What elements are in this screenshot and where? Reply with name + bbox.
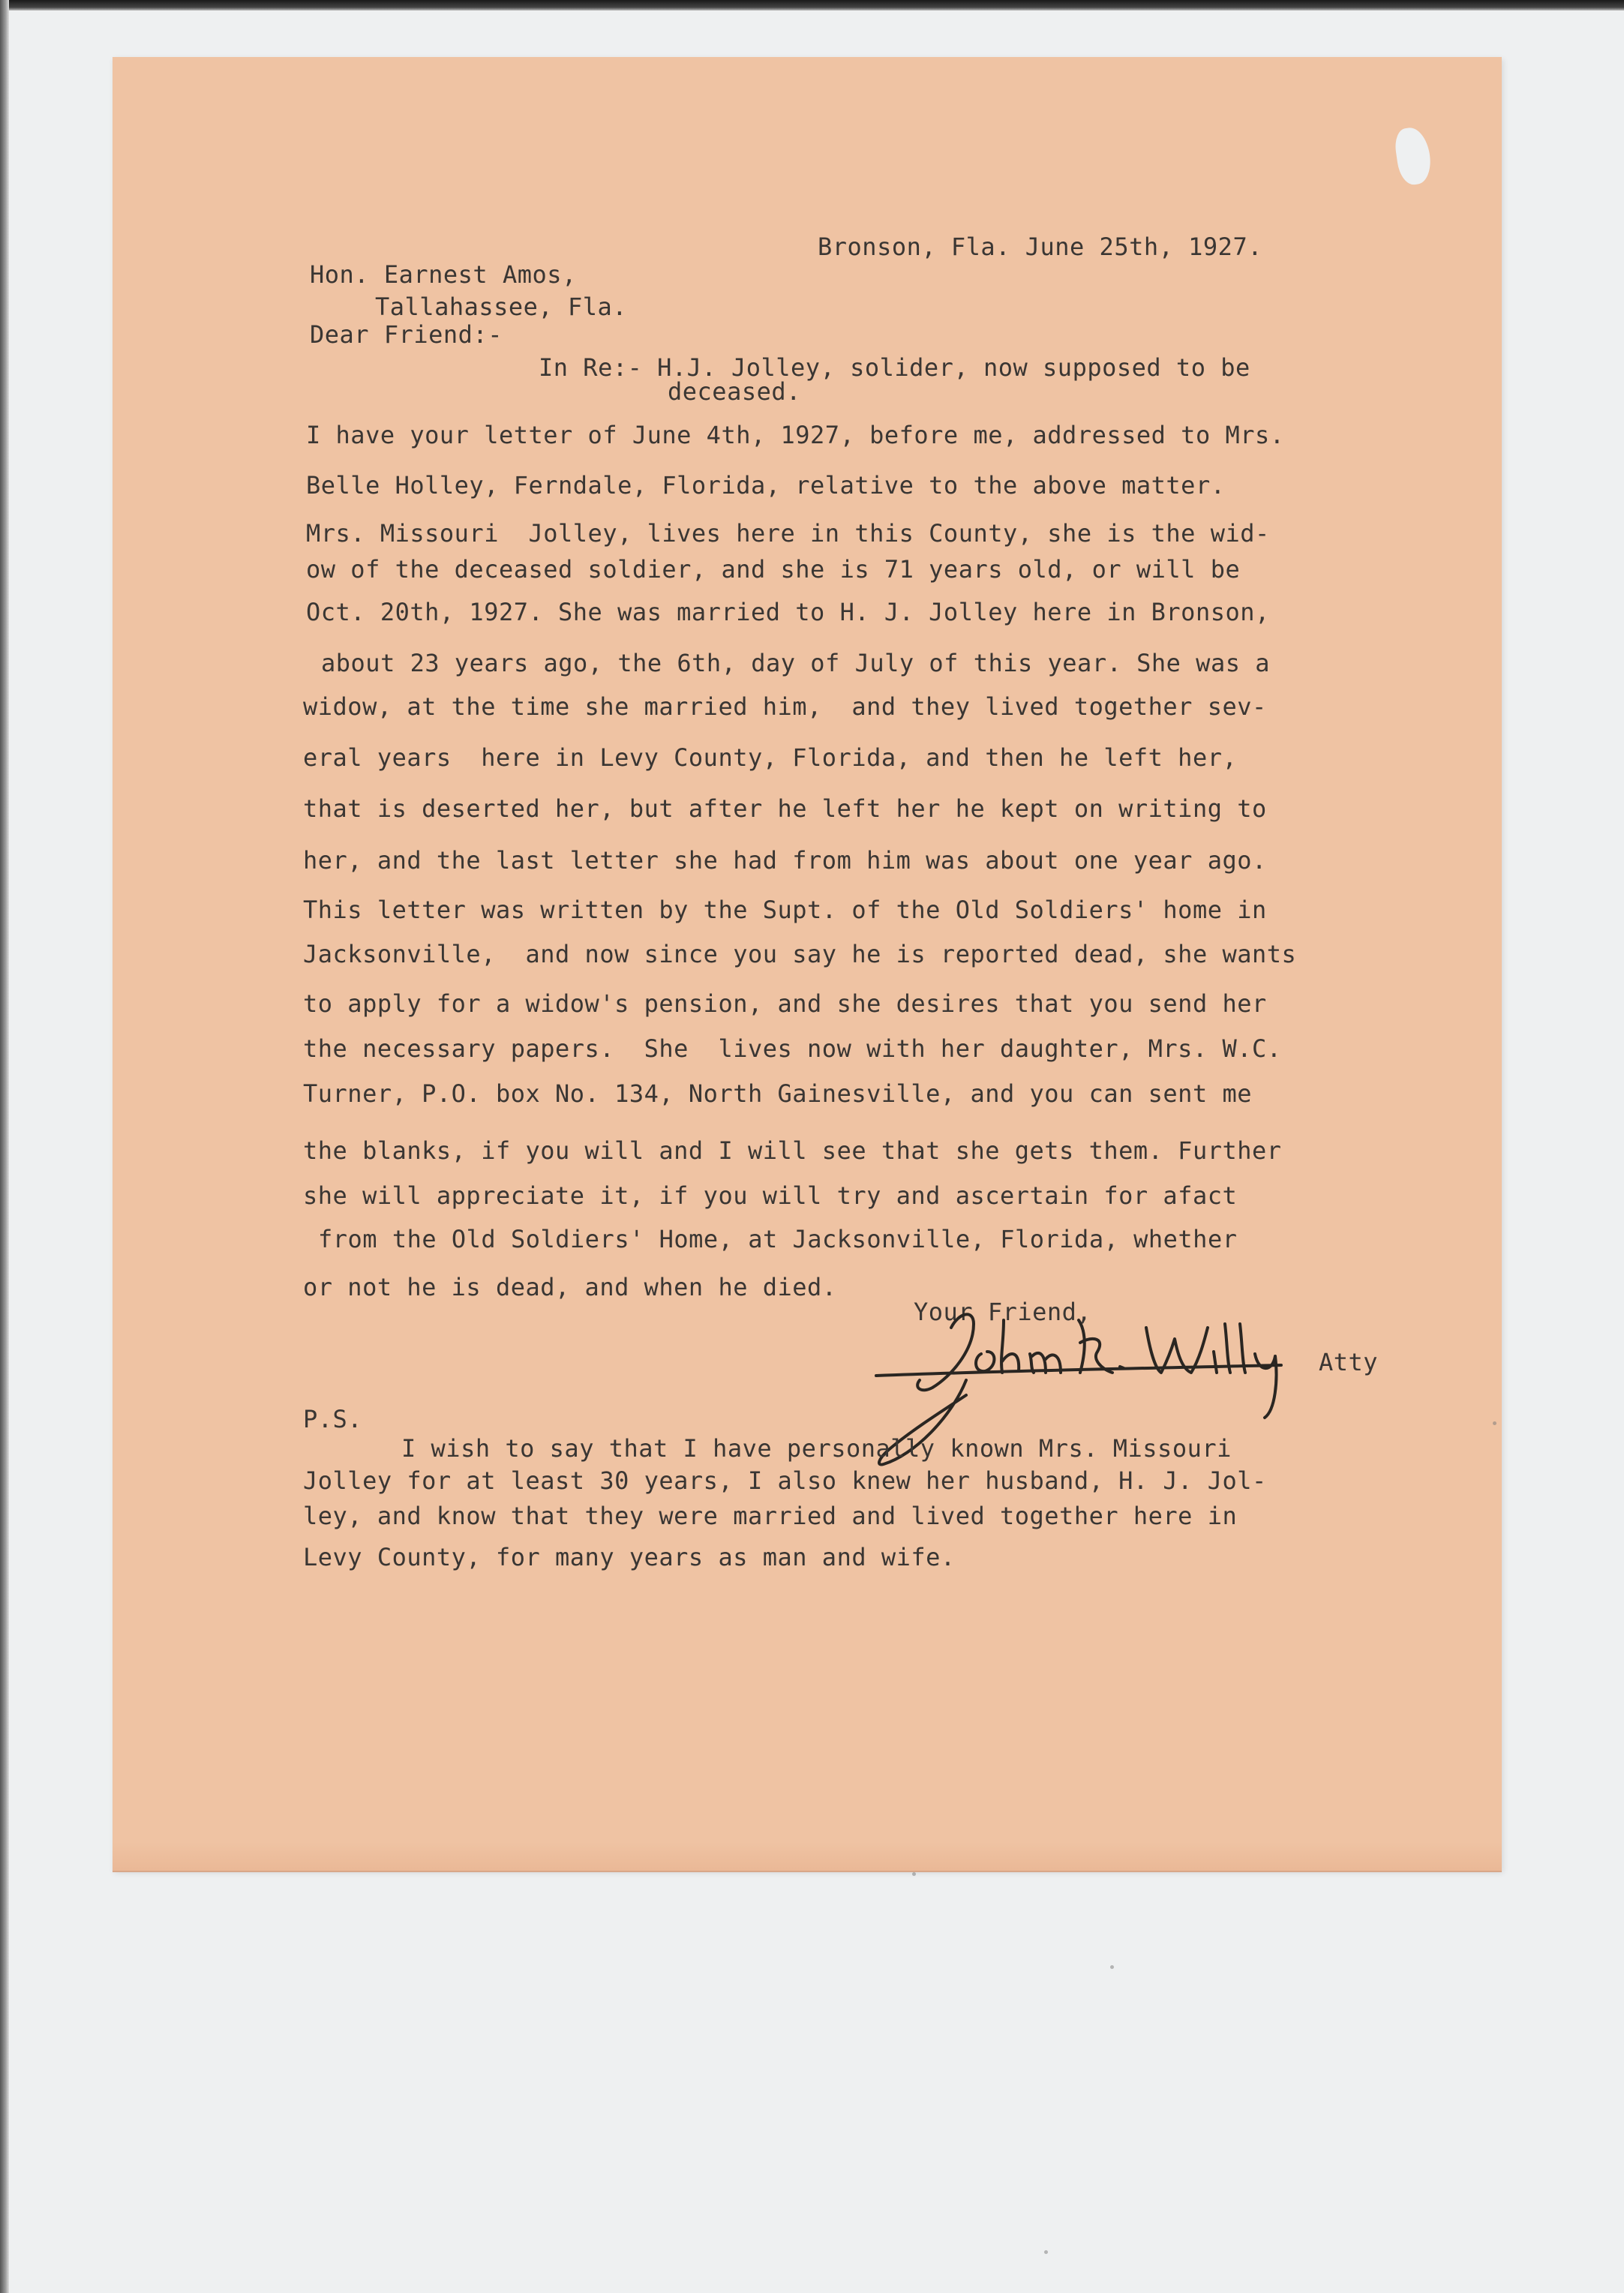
dateline: Bronson, Fla. June 25th, 1927. — [818, 233, 1262, 261]
scan-speck — [1493, 1421, 1496, 1425]
body-line: Mrs. Missouri Jolley, lives here in this County, she is the wid- — [306, 519, 1270, 548]
salutation: Dear Friend:- — [310, 320, 503, 349]
body-line: Jacksonville, and now since you say he is reported dead, she wants — [303, 940, 1297, 968]
body-line: This letter was written by the Supt. of the Old Soldiers' home in — [303, 896, 1267, 924]
ps-line: I wish to say that I have personally known Mrs. Missouri — [401, 1434, 1232, 1463]
body-line: Belle Holley, Ferndale, Florida, relative to the above matter. — [306, 471, 1226, 500]
addressee-name: Hon. Earnest Amos, — [310, 260, 577, 289]
ps-line: Jolley for at least 30 years, I also knew her husband, H. J. Jol- — [303, 1466, 1267, 1495]
body-line: Oct. 20th, 1927. She was married to H. J. Jolley here in Bronson, — [306, 598, 1270, 626]
scan-speck — [1110, 1965, 1114, 1969]
paper-bottom-edge — [113, 1842, 1502, 1871]
body-line: her, and the last letter she had from him was about one year ago. — [303, 846, 1267, 875]
scanner-left-edge — [0, 0, 9, 2293]
body-line: to apply for a widow's pension, and she desires that you send her — [303, 989, 1267, 1018]
ps-label: P.S. — [303, 1405, 363, 1433]
body-line: ow of the deceased soldier, and she is 71 years old, or will be — [306, 555, 1241, 584]
scan-speck — [1044, 2250, 1048, 2254]
body-line: she will appreciate it, if you will try and ascertain for afact — [303, 1181, 1238, 1210]
signature-title: Atty — [1319, 1348, 1379, 1376]
body-line: that is deserted her, but after he left her he kept on writing to — [303, 794, 1267, 823]
closing: Your Friend, — [914, 1298, 1092, 1326]
body-line: Turner, P.O. box No. 134, North Gainesville, and you can sent me — [303, 1079, 1252, 1108]
scan-speck — [912, 1872, 916, 1876]
ps-line: ley, and know that they were married and lived together here in — [303, 1502, 1238, 1530]
body-line: the necessary papers. She lives now with her daughter, Mrs. W.C. — [303, 1034, 1282, 1063]
body-line: about 23 years ago, the 6th, day of July of this year. She was a — [321, 649, 1270, 677]
body-line: from the Old Soldiers' Home, at Jacksonville, Florida, whether — [318, 1225, 1238, 1253]
addressee-city: Tallahassee, Fla. — [375, 293, 628, 321]
scanner-top-edge — [0, 0, 1624, 11]
ps-line: Levy County, for many years as man and wife. — [303, 1543, 956, 1571]
body-line: the blanks, if you will and I will see that she gets them. Further — [303, 1136, 1282, 1165]
body-line: or not he is dead, and when he died. — [303, 1273, 837, 1301]
re-line-continued: deceased. — [668, 377, 801, 406]
body-line: widow, at the time she married him, and they lived together sev- — [303, 692, 1267, 721]
re-line: In Re:- H.J. Jolley, solider, now supposed to be — [539, 353, 1250, 382]
body-line: eral years here in Levy County, Florida, and then he left her, — [303, 743, 1238, 772]
body-line: I have your letter of June 4th, 1927, before me, addressed to Mrs. — [306, 421, 1285, 449]
